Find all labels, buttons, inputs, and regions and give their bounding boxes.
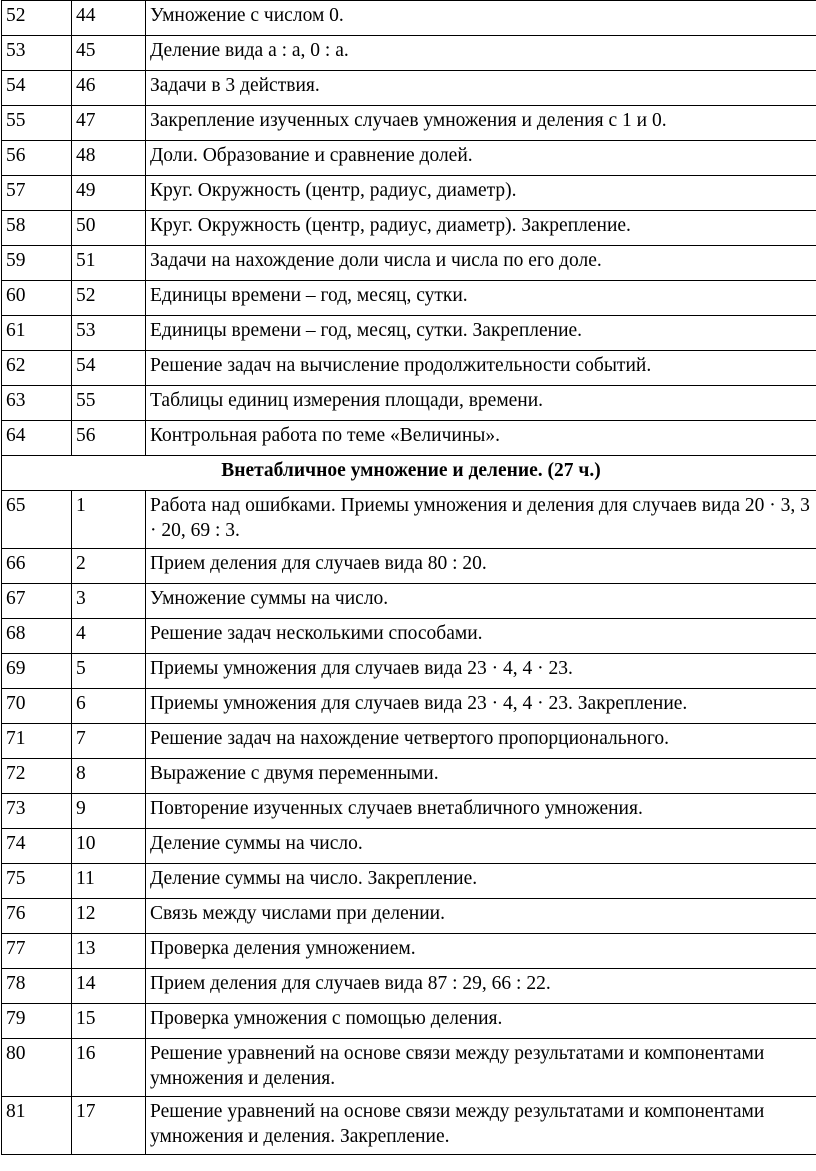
lesson-topic: Решение уравнений на основе связи между результатами и компонентами умножения и деления. — [146, 1039, 816, 1097]
table-row — [2, 106, 816, 141]
lesson-topic: Таблицы единиц измерения площади, времени. — [146, 386, 816, 421]
lesson-number: 70 — [2, 689, 72, 724]
lesson-number: 53 — [2, 36, 72, 71]
table-row — [2, 1, 816, 36]
lesson-topic: Повторение изученных случаев внетабличного умножения. — [146, 794, 816, 829]
lesson-topic: Единицы времени – год, месяц, сутки. — [146, 281, 816, 316]
lesson-number: 63 — [2, 386, 72, 421]
section-header-row — [2, 456, 816, 491]
table-row — [2, 584, 816, 619]
lesson-topic: Доли. Образование и сравнение долей. — [146, 141, 816, 176]
topic-lesson-number: 17 — [72, 1097, 146, 1155]
lesson-number: 58 — [2, 211, 72, 246]
lesson-topic: Решение задач на нахождение четвертого пропорционального. — [146, 724, 816, 759]
topic-lesson-number: 15 — [72, 1004, 146, 1039]
lesson-topic: Связь между числами при делении. — [146, 899, 816, 934]
lesson-topic: Умножение суммы на число. — [146, 584, 816, 619]
table-row — [2, 176, 816, 211]
section-title: Внетабличное умножение и деление. (27 ч.) — [2, 456, 816, 491]
topic-lesson-number: 14 — [72, 969, 146, 1004]
lesson-topic: Круг. Окружность (центр, радиус, диаметр). — [146, 176, 816, 211]
table-row — [2, 351, 816, 386]
lesson-number: 74 — [2, 829, 72, 864]
table-row — [2, 899, 816, 934]
topic-lesson-number: 52 — [72, 281, 146, 316]
table-row — [2, 246, 816, 281]
lesson-number: 52 — [2, 1, 72, 36]
topic-lesson-number: 49 — [72, 176, 146, 211]
topic-lesson-number: 48 — [72, 141, 146, 176]
topic-lesson-number: 6 — [72, 689, 146, 724]
table-row — [2, 654, 816, 689]
table-row — [2, 211, 816, 246]
table-row — [2, 71, 816, 106]
table-row — [2, 386, 816, 421]
lesson-number: 64 — [2, 421, 72, 456]
topic-lesson-number: 9 — [72, 794, 146, 829]
table-row — [2, 934, 816, 969]
table-row — [2, 316, 816, 351]
lesson-topic: Приемы умножения для случаев вида 23 · 4, 4 · 23. — [146, 654, 816, 689]
lesson-number: 61 — [2, 316, 72, 351]
lesson-number: 57 — [2, 176, 72, 211]
lesson-topic: Проверка умножения с помощью деления. — [146, 1004, 816, 1039]
topic-lesson-number: 55 — [72, 386, 146, 421]
topic-lesson-number: 45 — [72, 36, 146, 71]
lesson-topic: Задачи в 3 действия. — [146, 71, 816, 106]
table-row — [2, 281, 816, 316]
lesson-topic: Закрепление изученных случаев умножения и деления с 1 и 0. — [146, 106, 816, 141]
table-row — [2, 421, 816, 456]
topic-lesson-number: 12 — [72, 899, 146, 934]
topic-lesson-number: 8 — [72, 759, 146, 794]
topic-lesson-number: 3 — [72, 584, 146, 619]
table-row — [2, 759, 816, 794]
lesson-number: 76 — [2, 899, 72, 934]
lesson-topic: Единицы времени – год, месяц, сутки. Закрепление. — [146, 316, 816, 351]
table-row — [2, 969, 816, 1004]
table-row — [2, 1039, 816, 1097]
lesson-number: 65 — [2, 491, 72, 549]
lesson-topic: Деление суммы на число. Закрепление. — [146, 864, 816, 899]
lesson-number: 73 — [2, 794, 72, 829]
table-row — [2, 794, 816, 829]
lesson-topic: Умножение с числом 0. — [146, 1, 816, 36]
topic-lesson-number: 4 — [72, 619, 146, 654]
table-row — [2, 1097, 816, 1155]
lesson-number: 81 — [2, 1097, 72, 1155]
lesson-topic: Приемы умножения для случаев вида 23 · 4, 4 · 23. Закрепление. — [146, 689, 816, 724]
lesson-topic: Прием деления для случаев вида 87 : 29, 66 : 22. — [146, 969, 816, 1004]
topic-lesson-number: 5 — [72, 654, 146, 689]
topic-lesson-number: 16 — [72, 1039, 146, 1097]
lesson-topic: Работа над ошибками. Приемы умножения и деления для случаев вида 20 · 3, 3 · 20, 69 : 3. — [146, 491, 816, 549]
table-row — [2, 141, 816, 176]
table-row — [2, 864, 816, 899]
lesson-topic: Деление вида a : a, 0 : a. — [146, 36, 816, 71]
lesson-number: 55 — [2, 106, 72, 141]
topic-lesson-number: 46 — [72, 71, 146, 106]
lesson-number: 60 — [2, 281, 72, 316]
topic-lesson-number: 44 — [72, 1, 146, 36]
lesson-number: 62 — [2, 351, 72, 386]
lesson-topic: Круг. Окружность (центр, радиус, диаметр). Закрепление. — [146, 211, 816, 246]
lesson-number: 78 — [2, 969, 72, 1004]
lesson-topic: Выражение с двумя переменными. — [146, 759, 816, 794]
lesson-number: 79 — [2, 1004, 72, 1039]
lesson-number: 54 — [2, 71, 72, 106]
table-row — [2, 36, 816, 71]
lesson-number: 69 — [2, 654, 72, 689]
table-row — [2, 829, 816, 864]
lesson-number: 68 — [2, 619, 72, 654]
lesson-topic: Контрольная работа по теме «Величины». — [146, 421, 816, 456]
table-row — [2, 1004, 816, 1039]
topic-lesson-number: 56 — [72, 421, 146, 456]
topic-lesson-number: 51 — [72, 246, 146, 281]
lesson-topic: Решение задач на вычисление продолжительности событий. — [146, 351, 816, 386]
topic-lesson-number: 1 — [72, 491, 146, 549]
topic-lesson-number: 13 — [72, 934, 146, 969]
topic-lesson-number: 7 — [72, 724, 146, 759]
table-row — [2, 619, 816, 654]
topic-lesson-number: 50 — [72, 211, 146, 246]
table-row — [2, 689, 816, 724]
table-row — [2, 549, 816, 584]
lesson-number: 72 — [2, 759, 72, 794]
lesson-topic: Деление суммы на число. — [146, 829, 816, 864]
lesson-number: 56 — [2, 141, 72, 176]
lesson-topic: Решение уравнений на основе связи между результатами и компонентами умножения и деления. Закрепление. — [146, 1097, 816, 1155]
topic-lesson-number: 54 — [72, 351, 146, 386]
lesson-topic: Задачи на нахождение доли числа и числа по его доле. — [146, 246, 816, 281]
topic-lesson-number: 11 — [72, 864, 146, 899]
lesson-number: 75 — [2, 864, 72, 899]
topic-lesson-number: 2 — [72, 549, 146, 584]
lesson-topic: Проверка деления умножением. — [146, 934, 816, 969]
table-row — [2, 724, 816, 759]
lesson-topic: Прием деления для случаев вида 80 : 20. — [146, 549, 816, 584]
lesson-number: 59 — [2, 246, 72, 281]
lesson-number: 71 — [2, 724, 72, 759]
lesson-number: 77 — [2, 934, 72, 969]
topic-lesson-number: 53 — [72, 316, 146, 351]
table-row — [2, 491, 816, 549]
topic-lesson-number: 10 — [72, 829, 146, 864]
topic-lesson-number: 47 — [72, 106, 146, 141]
lesson-topic: Решение задач несколькими способами. — [146, 619, 816, 654]
lesson-plan-table — [1, 0, 816, 1155]
lesson-number: 67 — [2, 584, 72, 619]
lesson-number: 80 — [2, 1039, 72, 1097]
lesson-number: 66 — [2, 549, 72, 584]
